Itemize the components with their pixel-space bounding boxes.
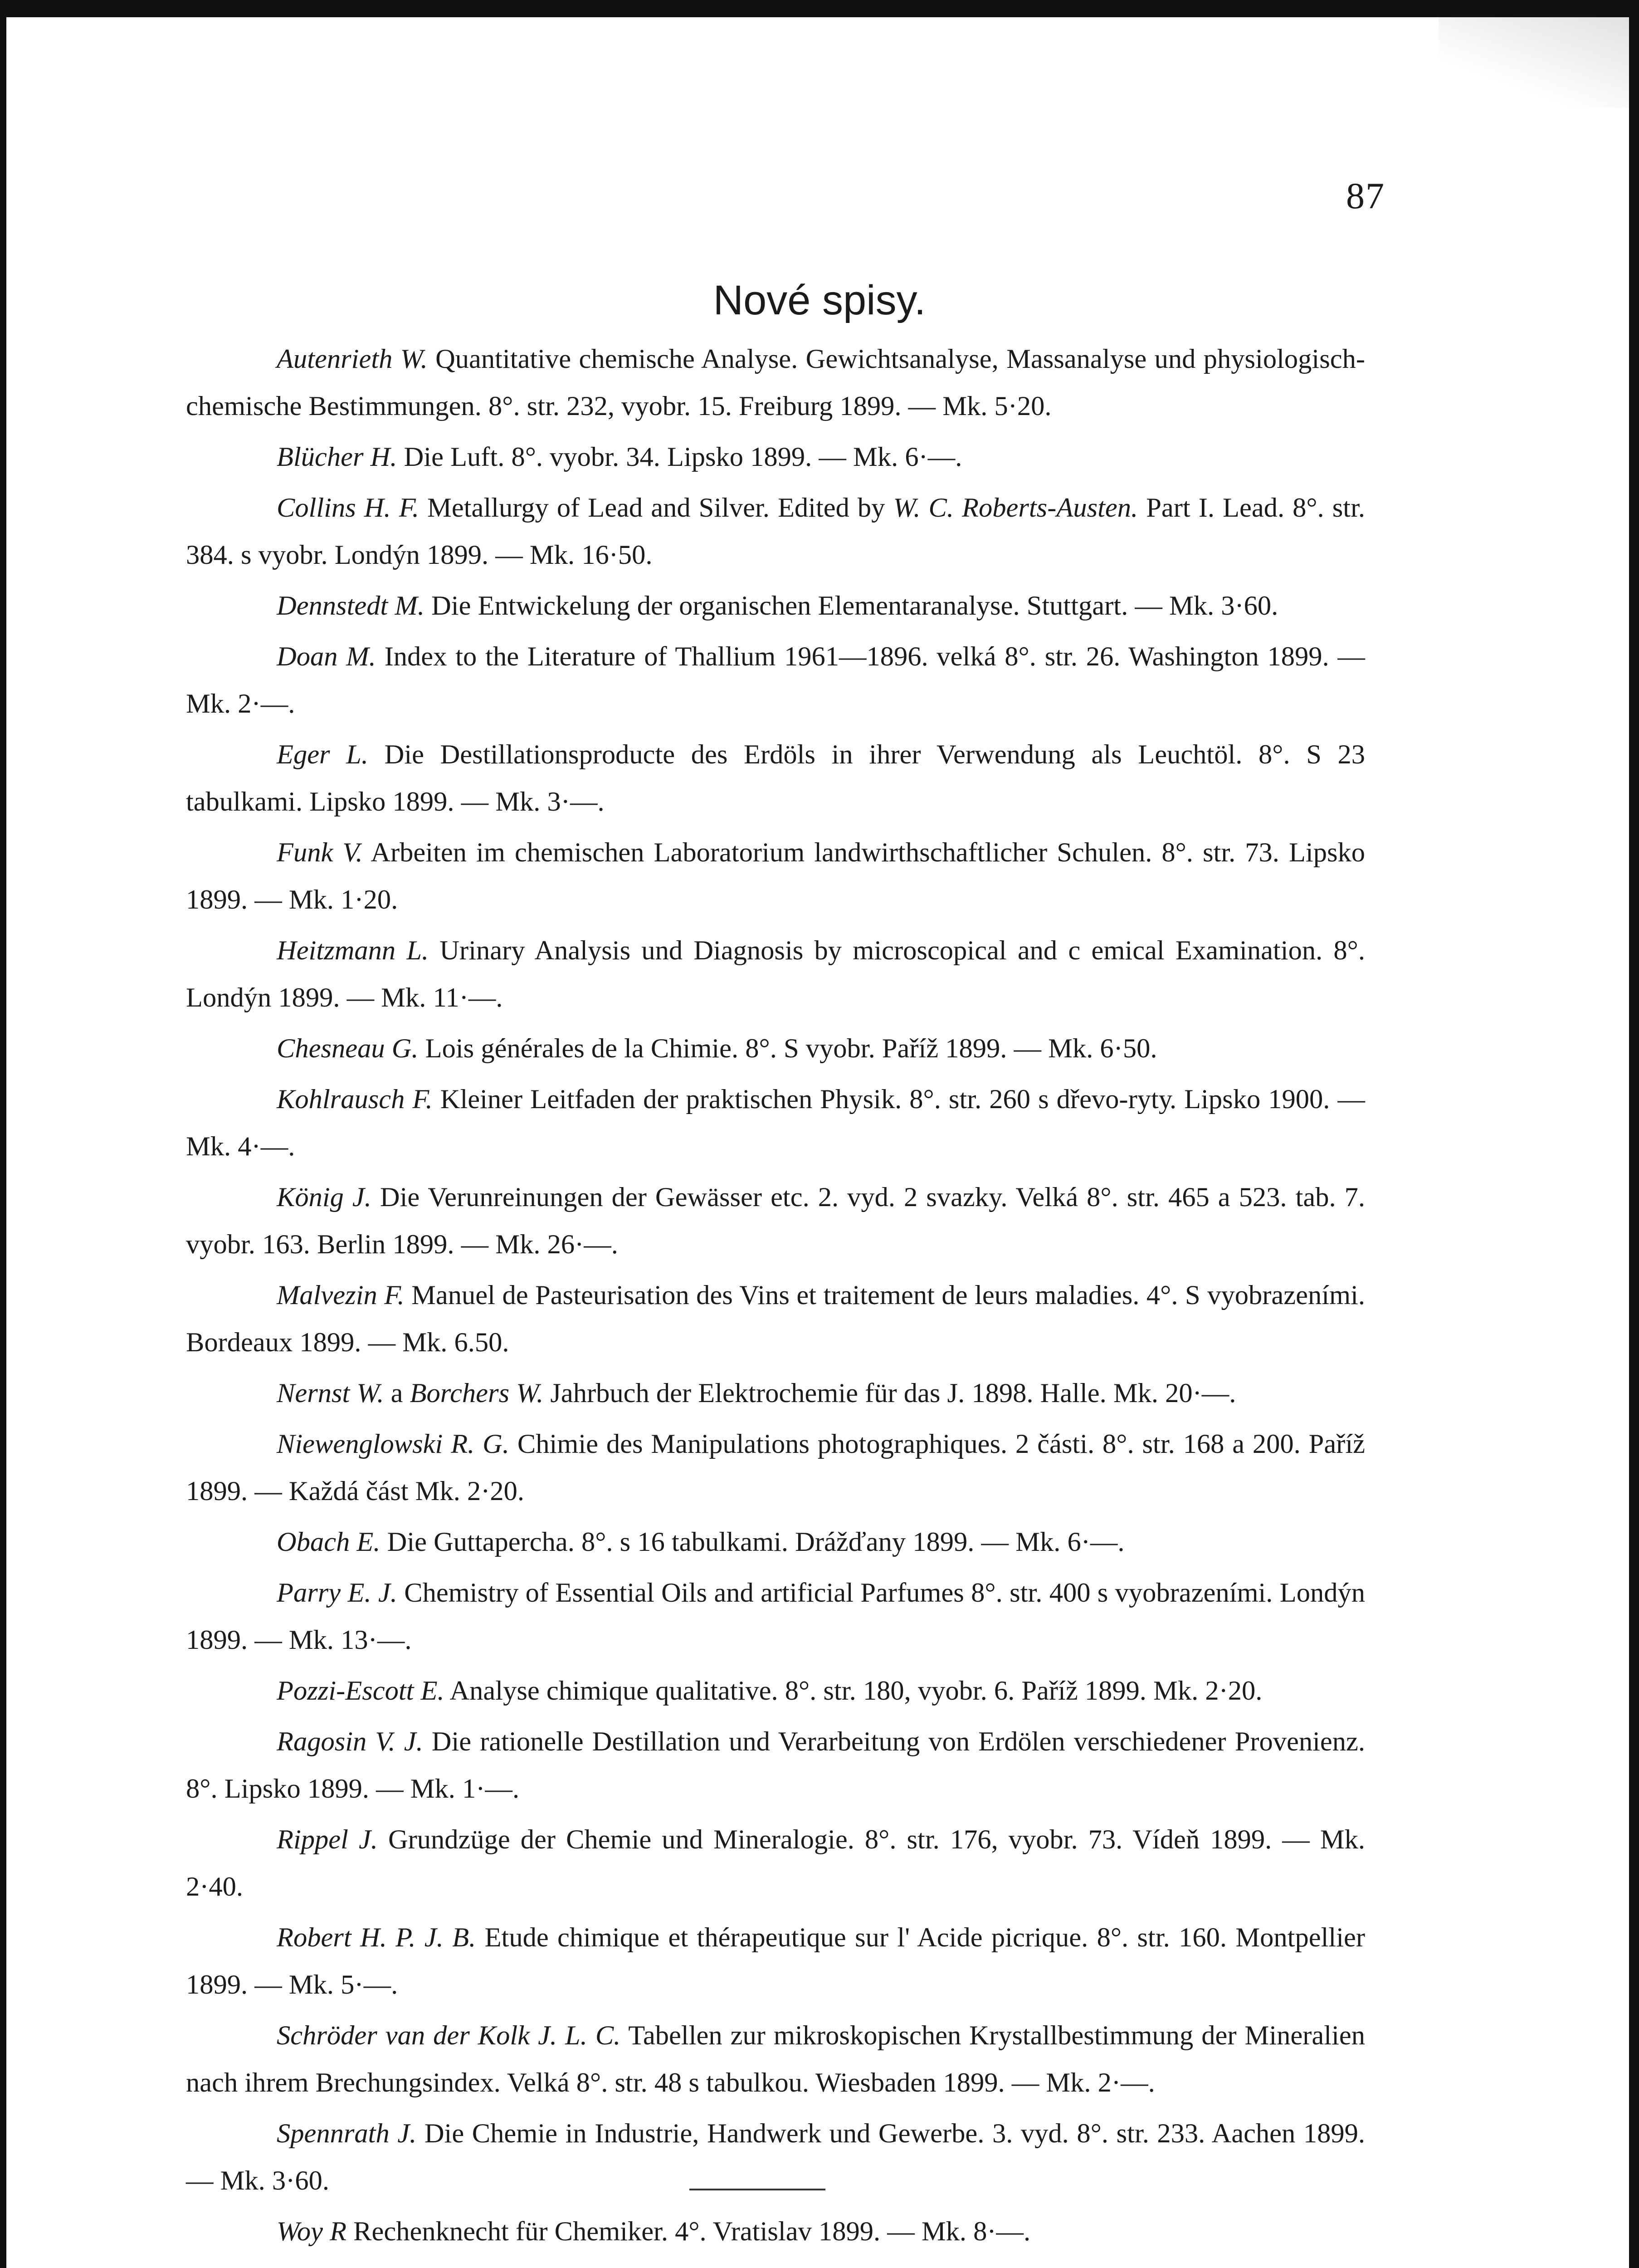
bibliography-entry (186, 1667, 1365, 1715)
entry-author: Doan M. (277, 641, 376, 672)
entry-text: Die rationelle Destillation und Verarbeitung von Erdölen verschiedener Provenienz. 8°. Lipsko 1899. — Mk. 1·—. (186, 1726, 1365, 1804)
entry-author: Parry E. J. (277, 1578, 397, 1608)
end-divider (689, 2189, 825, 2190)
entry-text: Die Chemie in Industrie, Handwerk und Gewerbe. 3. vyd. 8°. str. 233. Aachen 1899. — Mk. 3·60. (186, 2118, 1365, 2196)
scan-corner-smudge (1439, 17, 1629, 108)
entry-author: Blücher H. (277, 442, 397, 472)
entry-author: König J. (277, 1182, 371, 1212)
entry-author: Nernst W. (277, 1378, 384, 1408)
entry-text: Manuel de Pasteurisation des Vins et traitement de leurs maladies. 4°. S vyobrazeními. Bordeaux 1899. — Mk. 6.50. (186, 1280, 1365, 1358)
bibliography-entry (186, 1519, 1365, 1566)
entry-text: Die Luft. 8°. vyobr. 34. Lipsko 1899. — Mk. 6·—. (397, 442, 962, 472)
entry-text: Metallurgy of Lead and Silver. Edited by (419, 493, 893, 523)
entry-author: Rippel J. (277, 1824, 378, 1855)
entry-author: Eger L. (277, 739, 369, 770)
bibliography-entry (186, 1272, 1365, 1366)
bibliography-entry (186, 2208, 1365, 2255)
entry-author: Funk V. (277, 837, 363, 868)
bibliography-entry (186, 1076, 1365, 1170)
entry-text: Chimie des Manipulations photographiques. 2 části. 8°. str. 168 a 200. Paříž 1899. — Každá část Mk. 2·20. (186, 1429, 1365, 1506)
entry-author: Autenrieth W. (277, 344, 428, 374)
entry-text: Lois générales de la Chimie. 8°. S vyobr. Paříž 1899. — Mk. 6·50. (418, 1033, 1157, 1064)
bibliography-entry (186, 336, 1365, 430)
entry-author: Pozzi-Escott E. (277, 1676, 444, 1706)
entry-text: Etude chimique et thérapeutique sur l' Acide picrique. 8°. str. 160. Montpellier 1899. — Mk. 5·—. (186, 1922, 1366, 2000)
scan-border-right (1629, 0, 1639, 2268)
entry-text: Rechenknecht für Chemiker. 4°. Vratislav 1899. — Mk. 8·—. (346, 2216, 1031, 2247)
entry-author: Spennrath J. (277, 2118, 417, 2149)
entry-text: Analyse chimique qualitative. 8°. str. 180, vyobr. 6. Paříž 1899. Mk. 2·20. (444, 1676, 1263, 1706)
entry-text: Arbeiten im chemischen Laboratorium landwirthschaftlicher Schulen. 8°. str. 73. Lipsko 1899. — Mk. 1·20. (186, 837, 1366, 915)
entry-author: Niewenglowski R. G. (277, 1429, 509, 1459)
entry-text: Grundzüge der Chemie und Mineralogie. 8°. str. 176, vyobr. 73. Vídeň 1899. — Mk. 2·40. (186, 1824, 1365, 1902)
bibliography-entry (186, 582, 1365, 630)
entry-author: Obach E. (277, 1527, 380, 1557)
entry-text: a (384, 1378, 410, 1408)
page-title: Nové spisy. (713, 277, 926, 323)
bibliography-entry (186, 484, 1365, 579)
entry-author: Dennstedt M. (277, 591, 424, 621)
scan-border-left (0, 0, 6, 2268)
bibliography-entry (186, 1816, 1365, 1911)
bibliography-entry (186, 1569, 1365, 1664)
bibliography-entry (186, 1914, 1365, 2009)
entry-text: Tabellen zur mikroskopischen Krystallbestimmung der Mineralien nach ihrem Brechungsindex. Velká 8°. str. 48 s tabulkou. Wiesbaden 1899. — Mk. 2·—. (186, 2020, 1365, 2098)
page-number: 87 (1346, 175, 1385, 216)
entry-author: Robert H. P. J. B. (277, 1922, 476, 1953)
entry-text-continued: Jahrbuch der Elektrochemie für das J. 1898. Halle. Mk. 20·—. (543, 1378, 1236, 1408)
entry-author: Chesneau G. (277, 1033, 419, 1064)
entry-coauthor: Borchers W. (410, 1378, 544, 1408)
bibliography-entry (186, 731, 1365, 826)
entry-author: Collins H. F. (277, 493, 420, 523)
bibliography-entry (186, 1174, 1365, 1268)
entry-text: Index to the Literature of Thallium 1961—1896. velká 8°. str. 26. Washington 1899. — Mk. 2·—. (186, 641, 1366, 719)
bibliography-entry (186, 1421, 1365, 1515)
entry-text: Chemistry of Essential Oils and artificial Parfumes 8°. str. 400 s vyobrazeními. Londýn 1899. — Mk. 13·—. (186, 1578, 1365, 1655)
entry-text: Die Guttapercha. 8°. s 16 tabulkami. Drážďany 1899. — Mk. 6·—. (380, 1527, 1125, 1557)
scan-border-top (0, 0, 1639, 17)
entry-author: Heitzmann L. (277, 935, 429, 966)
bibliography-entry (186, 1025, 1365, 1072)
bibliography-entry (186, 829, 1365, 924)
entry-text: Die Entwickelung der organischen Elementaranalyse. Stuttgart. — Mk. 3·60. (424, 591, 1278, 621)
bibliography-entry (186, 2012, 1365, 2107)
entry-text: Quantitative chemische Analyse. Gewichtsanalyse, Massanalyse und physiologisch-chemische Bestimmungen. 8°. str. 232, vyobr. 15. Freiburg 1899. — Mk. 5·20. (186, 344, 1365, 421)
entry-text-continued: Part I. Lead. 8°. str. 384. s vyobr. Londýn 1899. — Mk. 16·50. (186, 493, 1366, 570)
entry-editor: W. C. Roberts-Austen. (893, 493, 1138, 523)
entry-author: Malvezin F. (277, 1280, 405, 1310)
entry-author: Woy R (277, 2216, 347, 2247)
entry-author: Schröder van der Kolk J. L. C. (277, 2020, 621, 2051)
bibliography-entry (186, 1718, 1365, 1813)
entry-text: Urinary Analysis und Diagnosis by microscopical and c emical Examination. 8°. Londýn 1899. — Mk. 11·—. (186, 935, 1365, 1013)
bibliography-list (186, 336, 1365, 2259)
bibliography-entry (186, 1370, 1365, 1417)
entry-text: Kleiner Leitfaden der praktischen Physik. 8°. str. 260 s dřevo-rytу. Lipsko 1900. — Mk. 4·—. (186, 1084, 1365, 1162)
entry-text: Die Verunreinungen der Gewässer etc. 2. vyd. 2 svazky. Velká 8°. str. 465 a 523. tab. 7. vyobr. 163. Berlin 1899. — Mk. 26·—. (186, 1182, 1365, 1260)
entry-author: Kohlrausch F. (277, 1084, 433, 1114)
bibliography-entry (186, 434, 1365, 481)
bibliography-entry (186, 633, 1365, 728)
bibliography-entry (186, 927, 1365, 1022)
entry-text: Die Destillationsproducte des Erdöls in ihrer Verwendung als Leuchtöl. 8°. S 23 tabulkami. Lipsko 1899. — Mk. 3·—. (186, 739, 1366, 817)
entry-author: Ragosin V. J. (277, 1726, 423, 1757)
